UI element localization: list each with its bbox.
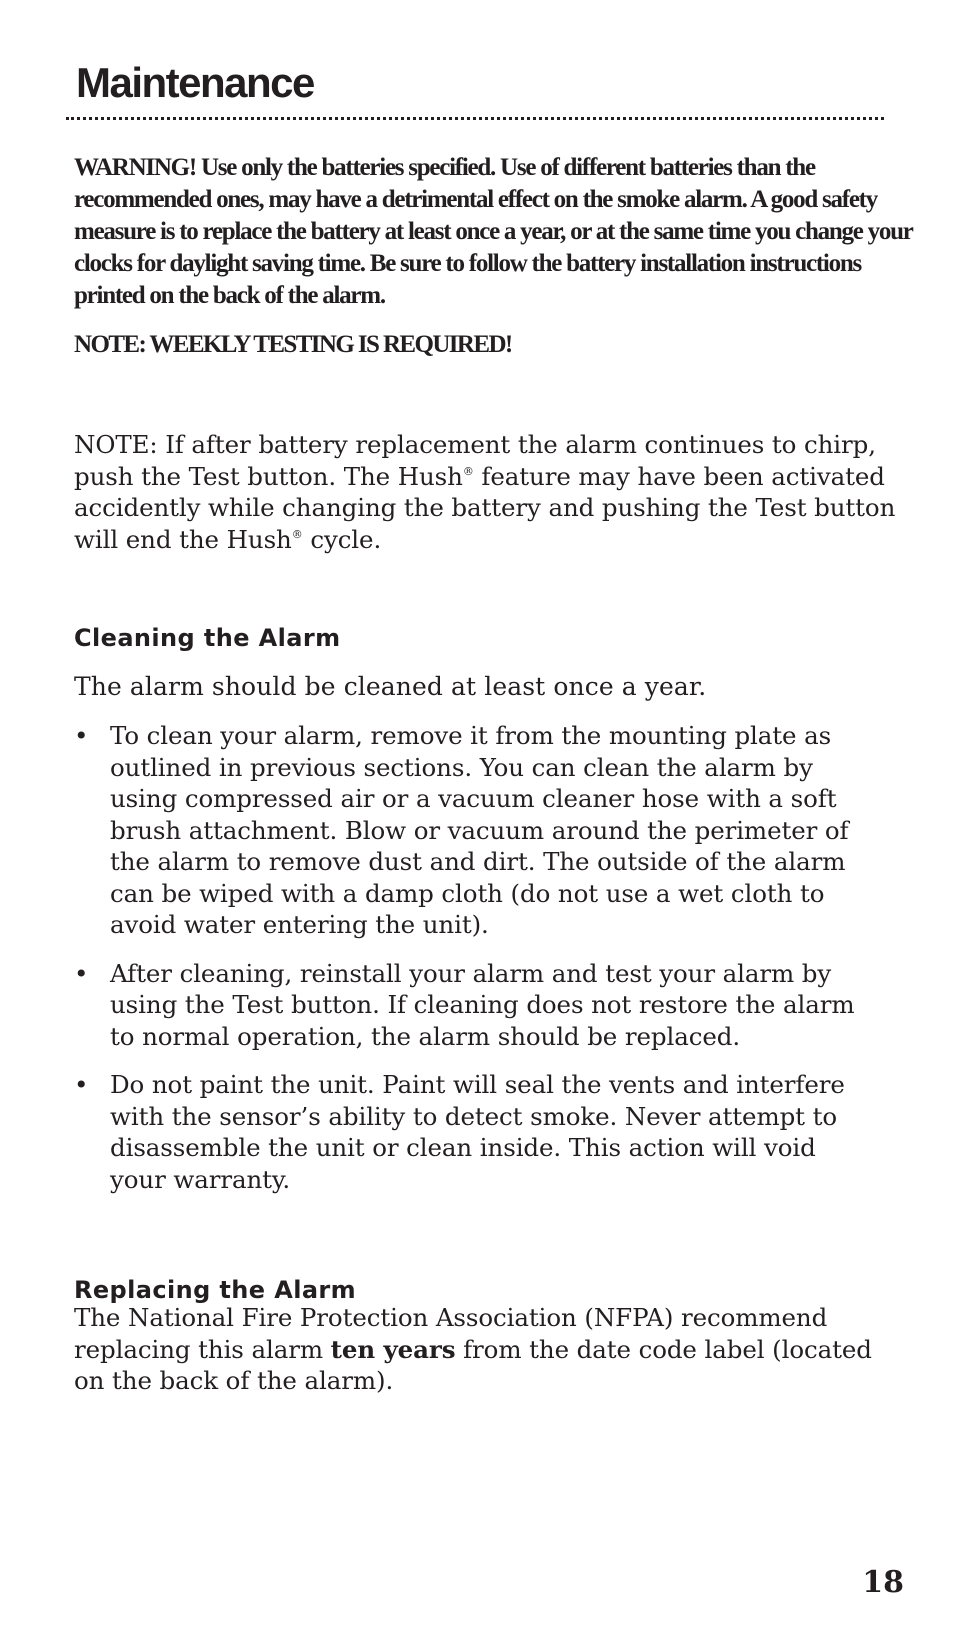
page-number: 18 (862, 1565, 904, 1600)
replacing-text-emphasis: ten years (330, 1334, 456, 1364)
dotted-divider (66, 117, 884, 120)
list-item (74, 1069, 874, 1195)
bullet-icon: • (74, 1070, 89, 1099)
weekly-testing-note: NOTE: WEEKLY TESTING IS REQUIRED! (74, 331, 512, 358)
hush-note (74, 429, 914, 555)
hush-note-part3: cycle. (302, 524, 382, 554)
cleaning-bullet-list (74, 720, 874, 1212)
list-item (74, 720, 874, 941)
replacing-paragraph (74, 1302, 894, 1397)
list-item (74, 958, 874, 1053)
bullet-text: After cleaning, reinstall your alarm and test your alarm by using the Test button. If cleaning does not restore the alarm to normal operation, the alarm should be replaced. (110, 958, 855, 1051)
bullet-text: Do not paint the unit. Paint will seal the vents and interfere with the sensor’s ability to detect smoke. Never attempt to disassemble the unit or clean inside. This action will void your warranty. (110, 1070, 845, 1194)
page-title: Maintenance (76, 59, 314, 106)
cleaning-intro: The alarm should be cleaned at least once a year. (74, 672, 707, 701)
registered-mark: ® (291, 527, 303, 541)
bullet-icon: • (74, 721, 89, 750)
replacing-text-after: from the date code label (located on the back of the alarm). (74, 1334, 872, 1395)
hush-note-part2: feature may have been activated accidently while changing the battery and pushing the Test button will end the Hush (74, 461, 896, 554)
registered-mark: ® (462, 464, 474, 478)
bullet-text: To clean your alarm, remove it from the mounting plate as outlined in previous sections. You can clean the alarm by using compressed air or a vacuum cleaner hose with a soft brush attachment. Blow or vacuum around the perimeter of the alarm to remove dust and dirt. The outside of the alarm can be wiped with a damp cloth (do not use a wet cloth to avoid water entering the unit). (110, 721, 849, 939)
replacing-text-before: The National Fire Protection Association (NFPA) recommend replacing this alarm (74, 1303, 828, 1364)
replacing-heading: Replacing the Alarm (74, 1276, 357, 1304)
bullet-icon: • (74, 958, 89, 988)
cleaning-heading: Cleaning the Alarm (74, 624, 341, 652)
hush-note-part1: NOTE: If after battery replacement the alarm continues to chirp, push the Test button. The Hush (74, 430, 876, 491)
battery-warning: WARNING! Use only the batteries specified. Use of different batteries than the recommended ones, may have a detrimental effect on the smoke alarm. A good safety measure is to replace the battery at least once a year, or at the same time you change your clocks for daylight saving time. Be sure to follow the battery installation instructions printed on the back of the alarm. (74, 154, 913, 309)
